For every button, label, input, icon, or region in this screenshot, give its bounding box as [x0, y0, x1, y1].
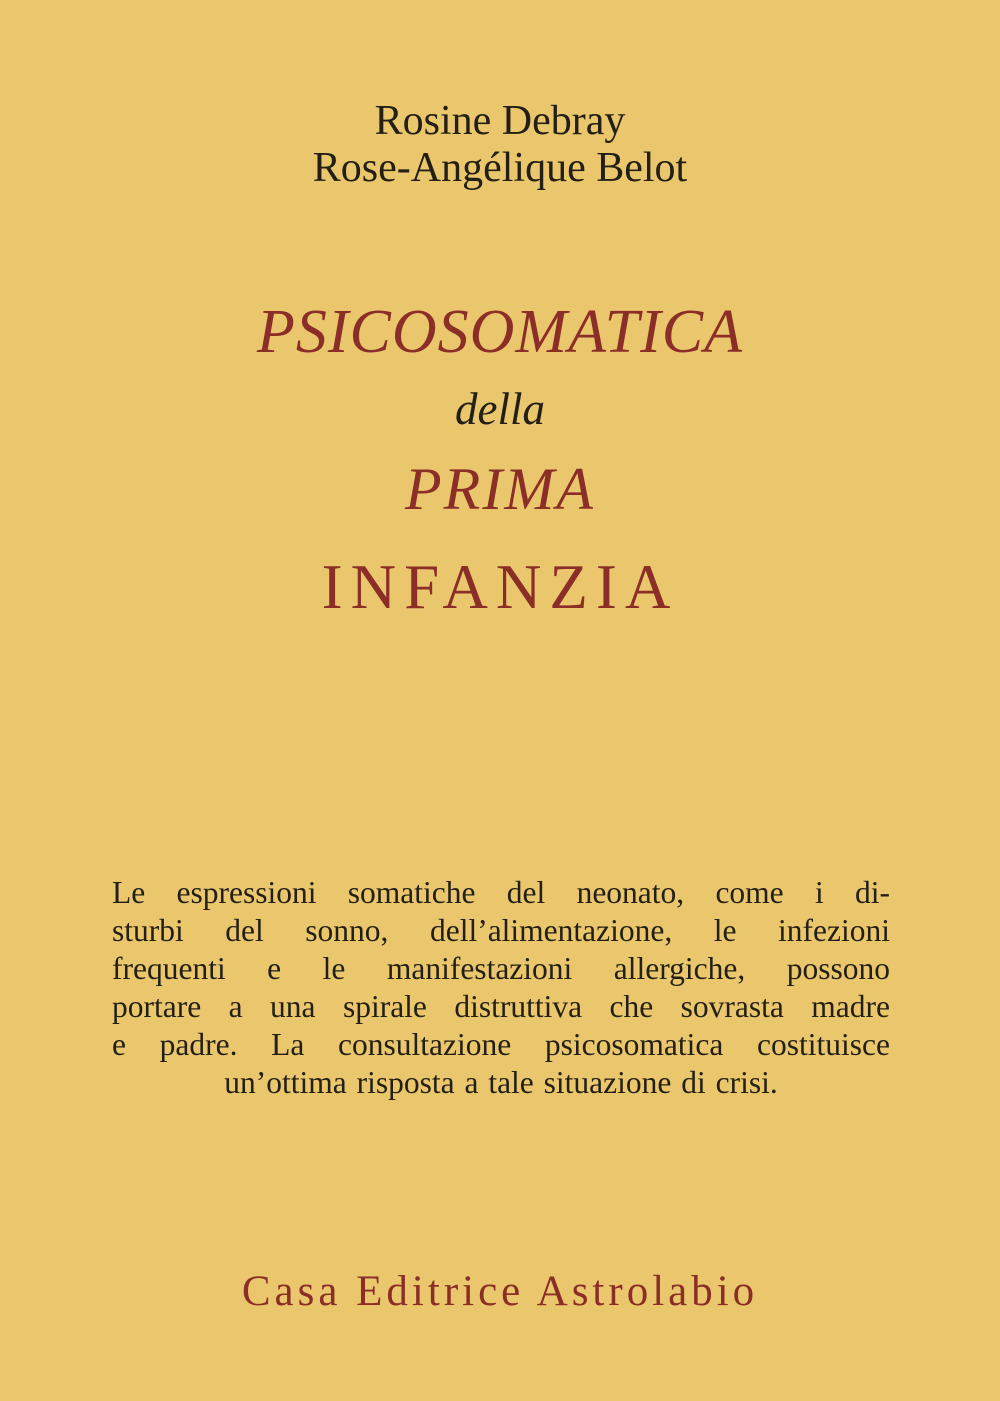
author-names [0, 98, 1000, 192]
blurb-line-6: un’ottima risposta a tale situazione di crisi. [224, 1065, 778, 1100]
blurb-line-5: e padre. La consultazione psicosomatica costituisce [112, 1027, 890, 1062]
cover-blurb [112, 874, 890, 1102]
author-name-1: Rosine Debray [374, 98, 626, 144]
blurb-line-2: sturbi del sonno, dell’alimentazione, le infezioni [112, 913, 890, 948]
publisher-imprint: Casa Editrice Astrolabio [241, 1268, 759, 1315]
author-name-2: Rose-Angélique Belot [312, 145, 688, 191]
blurb-line-4: portare a una spirale distruttiva che sovrasta madre [112, 989, 890, 1024]
blurb-line-1: Le espressioni somatiche del neonato, come i di- [112, 875, 890, 910]
blurb-line-3: frequenti e le manifestazioni allergiche, possono [112, 951, 890, 986]
title-word-della: della [455, 384, 545, 434]
title-word-infanzia: INFANZIA [321, 552, 679, 622]
title-word-prima: PRIMA [405, 456, 595, 522]
title-word-psicosomatica: PSICOSOMATICA [257, 298, 743, 366]
